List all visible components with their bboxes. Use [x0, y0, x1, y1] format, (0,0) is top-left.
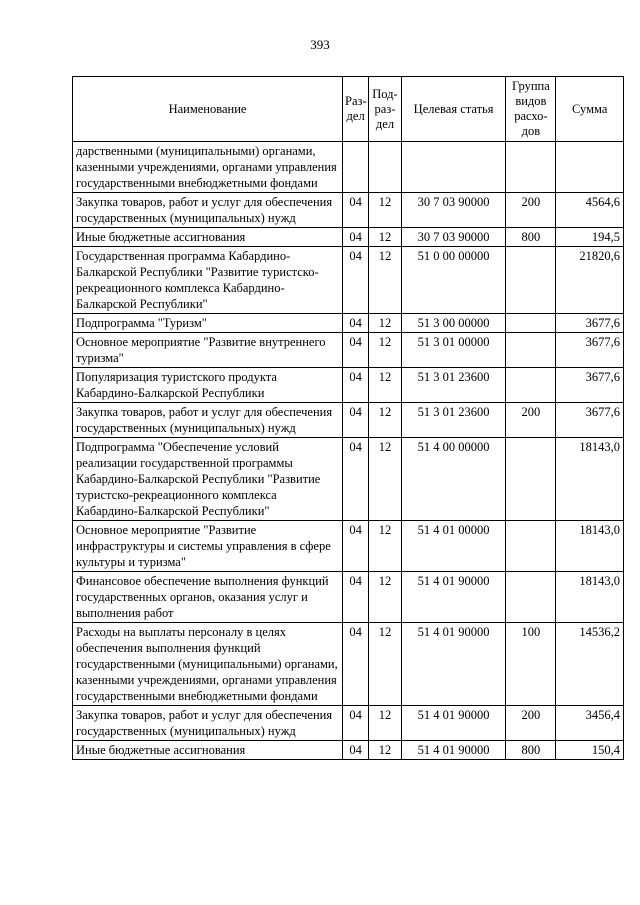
row-sum: 18143,0	[556, 572, 624, 623]
row-group	[506, 572, 556, 623]
row-group: 200	[506, 706, 556, 741]
header-subsection: Под-раз-дел	[369, 77, 402, 142]
row-section: 04	[343, 368, 369, 403]
row-subsection	[369, 142, 402, 193]
row-name: Иные бюджетные ассигнования	[73, 741, 343, 760]
table-row	[73, 333, 624, 368]
table-row	[73, 438, 624, 521]
row-name: Закупка товаров, работ и услуг для обеспечения государственных (муниципальных) нужд	[73, 193, 343, 228]
row-sum: 150,4	[556, 741, 624, 760]
budget-table	[72, 76, 624, 760]
table-row	[73, 403, 624, 438]
row-target: 51 4 01 90000	[401, 623, 506, 706]
table-row	[73, 572, 624, 623]
row-group	[506, 247, 556, 314]
row-subsection: 12	[369, 706, 402, 741]
table-row	[73, 314, 624, 333]
row-name: Государственная программа Кабардино-Балкарской Республики "Развитие туристско-рекреационного комплекса Кабардино-Балкарской Республики"	[73, 247, 343, 314]
row-subsection: 12	[369, 247, 402, 314]
header-name: Наименование	[73, 77, 343, 142]
row-group	[506, 333, 556, 368]
row-group: 200	[506, 403, 556, 438]
row-sum: 3677,6	[556, 314, 624, 333]
row-group	[506, 368, 556, 403]
table-row	[73, 521, 624, 572]
table-row	[73, 623, 624, 706]
row-name: Иные бюджетные ассигнования	[73, 228, 343, 247]
row-subsection: 12	[369, 314, 402, 333]
row-name: Закупка товаров, работ и услуг для обеспечения государственных (муниципальных) нужд	[73, 706, 343, 741]
row-group	[506, 521, 556, 572]
row-group	[506, 314, 556, 333]
header-group: Группа видов расхо-дов	[506, 77, 556, 142]
page-number: 393	[310, 37, 330, 52]
row-name: Подпрограмма "Туризм"	[73, 314, 343, 333]
row-target: 30 7 03 90000	[401, 193, 506, 228]
row-sum	[556, 142, 624, 193]
row-target: 51 4 00 00000	[401, 438, 506, 521]
row-name: Основное мероприятие "Развитие инфраструктуры и системы управления в сфере культуры и туризма"	[73, 521, 343, 572]
row-name: Расходы на выплаты персоналу в целях обеспечения выполнения функций государственными (муниципальными) органами, казенными учреждениями, органами управления государственными внебюджетными фондами	[73, 623, 343, 706]
table-row	[73, 247, 624, 314]
row-target: 51 3 01 00000	[401, 333, 506, 368]
row-target: 51 4 01 90000	[401, 706, 506, 741]
row-subsection: 12	[369, 623, 402, 706]
table-row	[73, 228, 624, 247]
row-section: 04	[343, 228, 369, 247]
row-subsection: 12	[369, 572, 402, 623]
row-group: 800	[506, 741, 556, 760]
row-sum: 18143,0	[556, 438, 624, 521]
row-section: 04	[343, 247, 369, 314]
row-subsection: 12	[369, 521, 402, 572]
row-section: 04	[343, 314, 369, 333]
row-target: 51 4 01 90000	[401, 741, 506, 760]
row-group: 800	[506, 228, 556, 247]
row-section: 04	[343, 741, 369, 760]
row-section: 04	[343, 193, 369, 228]
row-group: 200	[506, 193, 556, 228]
row-name: дарственными (муниципальными) органами, казенными учреждениями, органами управления государственными внебюджетными фондами	[73, 142, 343, 193]
table-row	[73, 741, 624, 760]
row-name: Подпрограмма "Обеспечение условий реализации государственной программы Кабардино-Балкарской Республики "Развитие туристско-рекреационного комплекса Кабардино-Балкарской Республики"	[73, 438, 343, 521]
row-section: 04	[343, 623, 369, 706]
table-row	[73, 706, 624, 741]
row-group	[506, 438, 556, 521]
row-sum: 3456,4	[556, 706, 624, 741]
row-section: 04	[343, 438, 369, 521]
row-name: Финансовое обеспечение выполнения функций государственных органов, оказания услуг и выполнения работ	[73, 572, 343, 623]
row-target: 51 4 01 90000	[401, 572, 506, 623]
row-sum: 4564,6	[556, 193, 624, 228]
row-section: 04	[343, 572, 369, 623]
row-section: 04	[343, 333, 369, 368]
row-group	[506, 142, 556, 193]
row-section: 04	[343, 403, 369, 438]
row-target: 51 0 00 00000	[401, 247, 506, 314]
row-sum: 18143,0	[556, 521, 624, 572]
table-row	[73, 142, 624, 193]
row-subsection: 12	[369, 368, 402, 403]
row-target	[401, 142, 506, 193]
row-section: 04	[343, 706, 369, 741]
row-target: 51 4 01 00000	[401, 521, 506, 572]
row-subsection: 12	[369, 438, 402, 521]
row-name: Основное мероприятие "Развитие внутреннего туризма"	[73, 333, 343, 368]
row-sum: 21820,6	[556, 247, 624, 314]
table-row	[73, 368, 624, 403]
row-section: 04	[343, 521, 369, 572]
row-target: 30 7 03 90000	[401, 228, 506, 247]
row-group: 100	[506, 623, 556, 706]
row-sum: 194,5	[556, 228, 624, 247]
row-subsection: 12	[369, 333, 402, 368]
row-subsection: 12	[369, 403, 402, 438]
row-name: Популяризация туристского продукта Кабардино-Балкарской Республики	[73, 368, 343, 403]
table-header	[73, 77, 624, 142]
row-name: Закупка товаров, работ и услуг для обеспечения государственных (муниципальных) нужд	[73, 403, 343, 438]
table-body	[73, 142, 624, 760]
row-target: 51 3 01 23600	[401, 368, 506, 403]
row-sum: 3677,6	[556, 403, 624, 438]
row-sum: 3677,6	[556, 368, 624, 403]
header-section: Раз-дел	[343, 77, 369, 142]
row-subsection: 12	[369, 228, 402, 247]
row-subsection: 12	[369, 193, 402, 228]
row-sum: 14536,2	[556, 623, 624, 706]
row-subsection: 12	[369, 741, 402, 760]
row-section	[343, 142, 369, 193]
row-sum: 3677,6	[556, 333, 624, 368]
row-target: 51 3 00 00000	[401, 314, 506, 333]
row-target: 51 3 01 23600	[401, 403, 506, 438]
header-target: Целевая статья	[401, 77, 506, 142]
table-row	[73, 193, 624, 228]
header-sum: Сумма	[556, 77, 624, 142]
